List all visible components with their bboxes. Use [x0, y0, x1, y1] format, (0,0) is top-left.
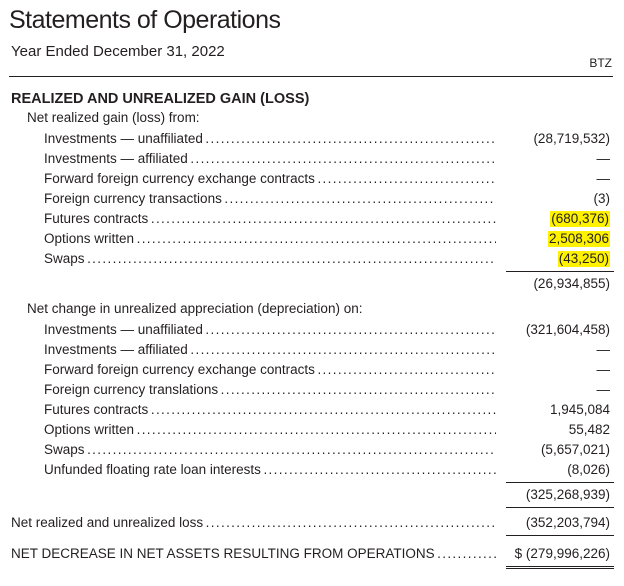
row-label: Swaps . . . [44, 442, 496, 458]
unrealized-row [0, 360, 624, 380]
page-title: Statements of Operations [9, 6, 281, 34]
row-value: — [596, 151, 610, 166]
row-label: Swaps . . . [44, 251, 496, 267]
row-label: Futures contracts . . . [44, 211, 496, 227]
row-label: Options written . . . [44, 231, 496, 247]
row-value: — [596, 362, 610, 377]
row-value: — [596, 342, 610, 357]
column-header-ticker: BTZ [589, 56, 612, 70]
unrealized-row [0, 420, 624, 440]
row-label: Forward foreign currency exchange contracts . . . [44, 171, 496, 187]
row-label: Unfunded floating rate loan interests . . . [44, 462, 496, 478]
unrealized-row [0, 380, 624, 400]
subtotal-rule [506, 271, 614, 272]
row-label: Forward foreign currency exchange contracts . . . [44, 362, 496, 378]
row-value: 55,482 [568, 422, 610, 437]
row-label: Futures contracts . . . [44, 402, 496, 418]
subtotal-rule [506, 507, 614, 508]
subtotal-rule [506, 482, 614, 483]
row-label: Foreign currency translations . . . [44, 382, 496, 398]
row-value-highlighted: (43,250) [558, 251, 609, 266]
row-label: NET DECREASE IN NET ASSETS RESULTING FROM OPERATIONS . . . [11, 546, 496, 562]
row-value: (8,026) [567, 462, 610, 477]
period-subtitle: Year Ended December 31, 2022 [11, 43, 225, 60]
row-value: (5,657,021) [540, 442, 610, 457]
row-label: Investments — affiliated . . . [44, 151, 496, 167]
row-value: $ (279,996,226) [514, 546, 610, 561]
row-value: (321,604,458) [525, 322, 610, 337]
row-value-highlighted: (680,376) [551, 211, 609, 226]
realized-row [0, 129, 624, 149]
row-value: — [596, 171, 610, 186]
total-rule [506, 535, 614, 536]
unrealized-subtotal-value: (325,268,939) [525, 487, 610, 502]
net-realized-unrealized-row [0, 513, 624, 533]
row-label: Investments — unaffiliated . . . [44, 322, 496, 338]
section-title: REALIZED AND UNREALIZED GAIN (LOSS) [11, 91, 310, 107]
realized-row [0, 209, 624, 229]
row-value: — [596, 382, 610, 397]
row-value: (3) [593, 191, 610, 206]
row-label: Investments — unaffiliated . . . [44, 131, 496, 147]
row-value-highlighted: 2,508,306 [548, 231, 609, 246]
realized-row [0, 229, 624, 249]
header-divider [9, 76, 613, 77]
row-label: Options written . . . [44, 422, 496, 438]
realized-group-label: Net realized gain (loss) from: [27, 110, 200, 125]
double-rule-top [506, 566, 614, 567]
realized-row [0, 189, 624, 209]
net-decrease-row [0, 544, 624, 564]
realized-row [0, 149, 624, 169]
row-label: Foreign currency transactions . . . [44, 191, 496, 207]
row-value: (28,719,532) [533, 131, 610, 146]
unrealized-row [0, 340, 624, 360]
row-label: Net realized and unrealized loss . . . [11, 515, 496, 531]
realized-row [0, 169, 624, 189]
realized-row [0, 249, 624, 269]
unrealized-subtotal-row [0, 485, 624, 505]
double-rule-bottom [506, 568, 614, 569]
row-value: (352,203,794) [525, 515, 610, 530]
unrealized-row [0, 320, 624, 340]
realized-subtotal-value: (26,934,855) [533, 276, 610, 291]
unrealized-group-label: Net change in unrealized appreciation (depreciation) on: [27, 301, 363, 316]
unrealized-row [0, 460, 624, 480]
unrealized-row [0, 440, 624, 460]
realized-subtotal-row [0, 274, 624, 294]
row-label: Investments — affiliated . . . [44, 342, 496, 358]
unrealized-row [0, 400, 624, 420]
row-value: 1,945,084 [549, 402, 610, 417]
